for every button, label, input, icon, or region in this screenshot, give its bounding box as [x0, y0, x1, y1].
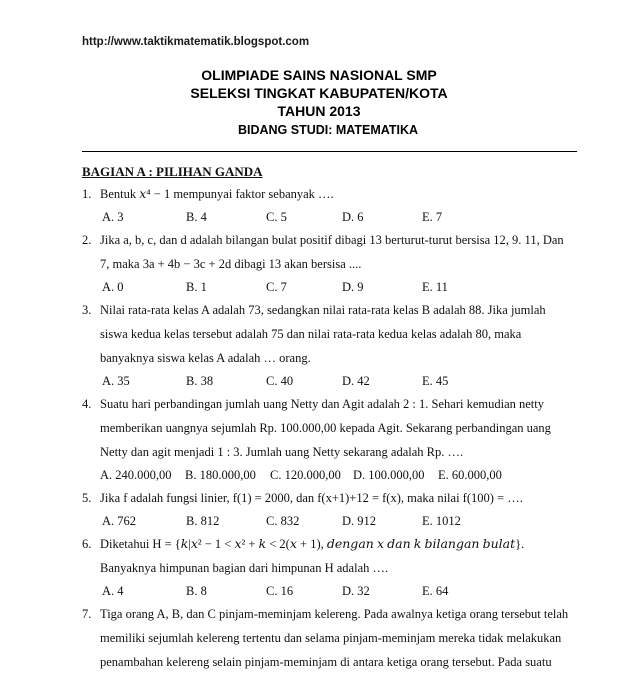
option-b: B. 4: [186, 210, 207, 224]
question-4: [82, 392, 572, 486]
option-a: A. 3: [102, 210, 124, 224]
question-text: Diketahui H = {𝑘|𝑥² − 1 < 𝑥² + 𝑘 < 2(𝑥 + 1), 𝑑𝑒𝑛𝑔𝑎𝑛 𝑥 𝑑𝑎𝑛 𝑘 𝑏𝑖𝑙𝑎𝑛𝑔𝑎𝑛 𝑏𝑢𝑙𝑎𝑡}.: [100, 537, 525, 551]
question-text: penambahan kelereng selain pinjam-meminjam di antara ketiga orang tersebut. Pada suatu: [100, 655, 552, 669]
option-d: D. 9: [342, 280, 364, 294]
option-b: B. 812: [186, 514, 220, 528]
option-c: C. 5: [266, 210, 287, 224]
question-text: Jika f adalah fungsi linier, f(1) = 2000, dan f(x+1)+12 = f(x), maka nilai f(100) = ….: [100, 491, 523, 505]
option-b: B. 38: [186, 374, 214, 388]
header-line-4: BIDANG STUDI: MATEMATIKA: [237, 123, 419, 137]
option-b: B. 180.000,00: [185, 468, 256, 482]
question-text: Suatu hari perbandingan jumlah uang Netty dan Agit adalah 2 : 1. Sehari kemudian netty: [100, 397, 544, 411]
question-list: [82, 182, 572, 674]
header-divider: [82, 151, 577, 152]
question-2: [82, 228, 572, 298]
question-number: 4.: [82, 397, 92, 411]
answer-options: [82, 510, 572, 532]
question-text: Bentuk 𝑥⁴ − 1 mempunyai faktor sebanyak ….: [100, 187, 334, 201]
option-a: A. 240.000,00: [100, 468, 172, 482]
question-text: Netty dan agit menjadi 1 : 3. Jumlah uang Netty sekarang adalah Rp. ….: [100, 445, 464, 459]
option-d: D. 6: [342, 210, 364, 224]
option-b: B. 8: [186, 584, 207, 598]
question-number: 3.: [82, 303, 92, 317]
question-text: 7, maka 3a + 4b − 3c + 2d dibagi 13 akan bersisa ....: [100, 257, 362, 271]
exam-header: [0, 66, 638, 139]
question-text: Tiga orang A, B, dan C pinjam-meminjam kelereng. Pada awalnya ketiga orang tersebut telah: [100, 607, 569, 621]
option-d: D. 42: [342, 374, 370, 388]
option-a: A. 35: [102, 374, 130, 388]
option-d: D. 912: [342, 514, 377, 528]
answer-options: [82, 276, 572, 298]
question-text: banyaknya siswa kelas A adalah … orang.: [100, 351, 311, 365]
question-number: 7.: [82, 607, 92, 621]
header-line-1: OLIMPIADE SAINS NASIONAL SMP: [201, 67, 437, 83]
option-e: E. 64: [422, 584, 449, 598]
option-a: A. 4: [102, 584, 124, 598]
section-title: BAGIAN A : PILIHAN GANDA: [82, 164, 263, 179]
question-7: [82, 602, 572, 674]
question-6: [82, 532, 572, 602]
question-5: [82, 486, 572, 532]
question-number: 2.: [82, 233, 92, 247]
question-1: [82, 182, 572, 228]
option-e: E. 7: [422, 210, 443, 224]
question-number: 6.: [82, 537, 92, 551]
option-a: A. 0: [102, 280, 124, 294]
answer-options: [82, 370, 572, 392]
option-c: C. 16: [266, 584, 294, 598]
option-a: A. 762: [102, 514, 137, 528]
answer-options: [82, 464, 572, 486]
option-e: E. 1012: [422, 514, 461, 528]
question-text: siswa kedua kelas tersebut adalah 75 dan nilai rata-rata kedua kelas adalah 80, maka: [100, 327, 522, 341]
option-c: C. 120.000,00: [270, 468, 341, 482]
header-line-3: TAHUN 2013: [277, 103, 361, 119]
question-text: Nilai rata-rata kelas A adalah 73, sedangkan nilai rata-rata kelas B adalah 88. Jika jumlah: [100, 303, 546, 317]
answer-options: [82, 206, 572, 228]
option-d: D. 32: [342, 584, 370, 598]
question-number: 1.: [82, 187, 92, 201]
question-text: memiliki sejumlah kelereng tertentu dan selama pinjam-meminjam mereka tidak melakukan: [100, 631, 562, 645]
header-line-2: SELEKSI TINGKAT KABUPATEN/KOTA: [190, 85, 448, 101]
source-url[interactable]: http://www.taktikmatematik.blogspot.com: [82, 36, 310, 48]
option-d: D. 100.000,00: [353, 468, 425, 482]
question-number: 5.: [82, 491, 92, 505]
option-e: E. 60.000,00: [438, 468, 502, 482]
question-text: Jika a, b, c, dan d adalah bilangan bulat positif dibagi 13 berturut-turut bersisa 12, 9. 11, Dan: [100, 233, 564, 247]
option-c: C. 7: [266, 280, 287, 294]
question-3: [82, 298, 572, 392]
option-c: C. 40: [266, 374, 294, 388]
option-c: C. 832: [266, 514, 300, 528]
question-text: memberikan uangnya sejumlah Rp. 100.000,00 kepada Agit. Sekarang perbandingan uang: [100, 421, 551, 435]
option-e: E. 11: [422, 280, 448, 294]
answer-options: [82, 580, 572, 602]
option-b: B. 1: [186, 280, 207, 294]
question-text: Banyaknya himpunan bagian dari himpunan H adalah ….: [100, 561, 389, 575]
option-e: E. 45: [422, 374, 449, 388]
